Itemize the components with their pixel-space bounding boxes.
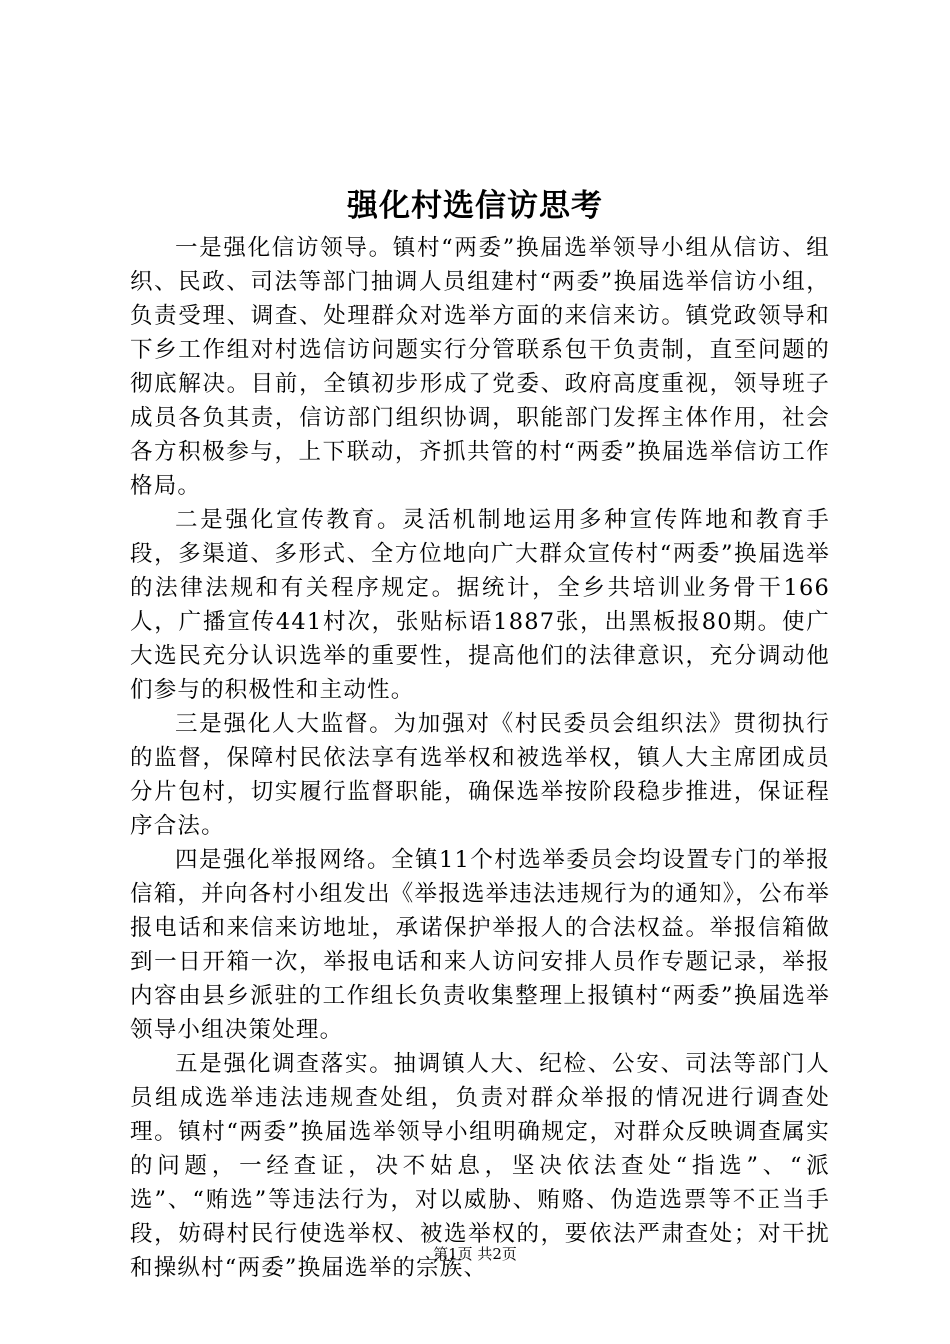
paragraph-investigation: 五是强化调查落实。抽调镇人大、纪检、公安、司法等部门人员组成选举违法违规查处组，负责对群众举报的情况进行调查处理。镇村“两委”换届选举领导小组明确规定，对群众反映调查属实的问题，一经查证，决不姑息，坚决依法查处“指选”、“派选”、“贿选”等违法行为，对以威胁、贿赂、伪造选票等不正当手段，妨碍村民行使选举权、被选举权的，要依法严肃查处；对干扰和操纵村“两委”换届选举的宗族、 [130,1051,830,1281]
document-title: 强化村选信访思考 [347,188,603,224]
paragraph-reporting-network: 四是强化举报网络。全镇11个村选举委员会均设置专门的举报信箱，并向各村小组发出《举报选举违法违规行为的通知》，公布举报电话和来信来访地址，承诺保护举报人的合法权益。举报信箱做到一日开箱一次，举报电话和来人访问安排人员作专题记录，举报内容由县乡派驻的工作组长负责收集整理上报镇村“两委”换届选举领导小组决策处理。 [130,847,830,1043]
paragraph-publicity: 二是强化宣传教育。灵活机制地运用多种宣传阵地和教育手段，多渠道、多形式、全方位地向广大群众宣传村“两委”换届选举的法律法规和有关程序规定。据统计，全乡共培训业务骨干166人，广播宣传441村次，张贴标语1887张，出黑板报80期。使广大选民充分认识选举的重要性，提高他们的法律意识，充分调动他们参与的积极性和主动性。 [130,507,830,703]
document-body [130,231,830,1285]
paragraph-leadership: 一是强化信访领导。镇村“两委”换届选举领导小组从信访、组织、民政、司法等部门抽调人员组建村“两委”换届选举信访小组，负责受理、调查、处理群众对选举方面的来信来访。镇党政领导和下乡工作组对村选信访问题实行分管联系包干负责制，直至问题的彻底解决。目前，全镇初步形成了党委、政府高度重视，领导班子成员各负其责，信访部门组织协调，职能部门发挥主体作用，社会各方积极参与，上下联动，齐抓共管的村“两委”换届选举信访工作格局。 [130,235,830,499]
paragraph-supervision: 三是强化人大监督。为加强对《村民委员会组织法》贯彻执行的监督，保障村民依法享有选举权和被选举权，镇人大主席团成员分片包村，切实履行监督职能，确保选举按阶段稳步推进，保证程序合法。 [130,711,830,839]
page-footer: 第1页 共2页 [433,1245,517,1263]
